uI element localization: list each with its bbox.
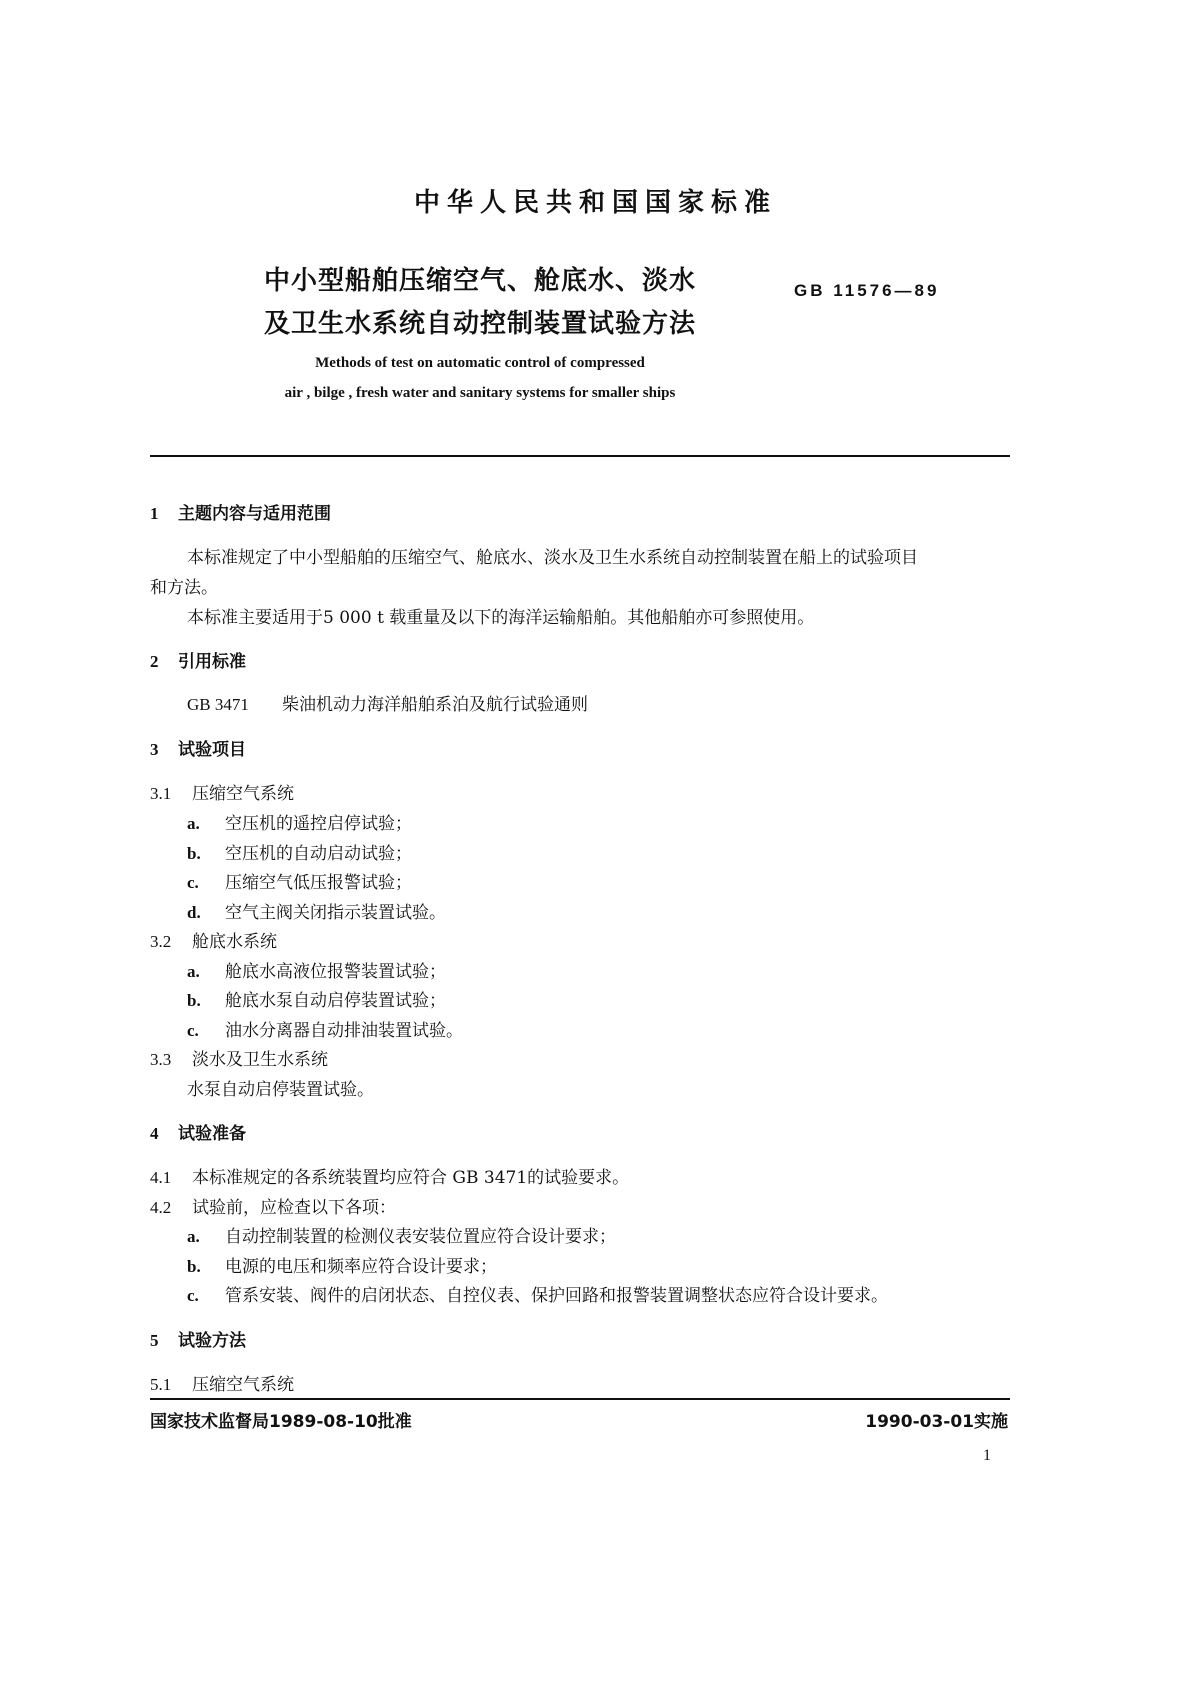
section-3-heading <box>150 735 246 760</box>
list-item: c. 油水分离器自动排油装置试验。 <box>187 1021 463 1041</box>
subsection-number: 3.2 <box>150 932 172 951</box>
list-item: a. 自动控制装置的检测仪表安装位置应符合设计要求； <box>187 1227 616 1247</box>
subsection-3-3-text: 水泵自动启停装置试验。 <box>187 1080 374 1100</box>
section-title: 主题内容与适用范围 <box>178 504 331 524</box>
subsection-3-1 <box>150 779 294 804</box>
document-title-line-2: 及卫生水系统自动控制装置试验方法 <box>263 309 696 339</box>
section-number: 1 <box>150 504 159 523</box>
section-5-heading <box>150 1326 246 1351</box>
subsection-5-1 <box>150 1370 294 1395</box>
national-standard-heading: 中华人民共和国国家标准 <box>413 188 777 218</box>
subsection-4-1 <box>150 1163 629 1188</box>
referenced-standard-code: GB 3471 <box>187 695 249 714</box>
section-title: 试验准备 <box>178 1124 246 1144</box>
section-1-paragraph-2: 本标准主要适用于5 000 t 载重量及以下的海洋运输船舶。其他船舶亦可参照使用。 <box>187 608 815 628</box>
list-item: a. 舱底水高液位报警装置试验； <box>187 962 446 982</box>
section-4-heading <box>150 1119 246 1144</box>
page-number: 1 <box>983 1447 991 1464</box>
document-title-line-1: 中小型船舶压缩空气、舱底水、淡水 <box>263 266 696 296</box>
list-item: c. 压缩空气低压报警试验； <box>187 873 412 893</box>
english-title-line-2: air , bilge , fresh water and sanitary systems for smaller ships <box>284 385 676 401</box>
list-item: c. 管系安装、阀件的启闭状态、自控仪表、保护回路和报警装置调整状态应符合设计要求。 <box>187 1286 888 1306</box>
subsection-number: 4.1 <box>150 1168 172 1187</box>
referenced-standard <box>187 690 588 715</box>
list-item: b. 空压机的自动启动试验； <box>187 844 412 864</box>
header-divider <box>150 455 1010 457</box>
section-title: 引用标准 <box>178 652 246 672</box>
subsection-text: 试验前，应检查以下各项： <box>192 1198 396 1218</box>
subsection-text: 本标准规定的各系统装置均应符合 GB 3471的试验要求。 <box>192 1168 630 1188</box>
referenced-standard-title: 柴油机动力海洋船舶系泊及航行试验通则 <box>282 695 588 715</box>
section-2-heading <box>150 647 246 672</box>
subsection-title: 压缩空气系统 <box>192 784 294 804</box>
subsection-number: 5.1 <box>150 1375 172 1394</box>
subsection-3-2 <box>150 927 277 952</box>
footer-divider <box>150 1398 1010 1400</box>
list-item: a. 空压机的遥控启停试验； <box>187 814 412 834</box>
section-number: 4 <box>150 1124 159 1143</box>
subsection-3-3 <box>150 1045 328 1070</box>
subsection-4-2 <box>150 1193 396 1218</box>
section-1-paragraph-1-cont: 和方法。 <box>150 578 218 598</box>
list-item: b. 电源的电压和频率应符合设计要求； <box>187 1257 497 1277</box>
subsection-title: 压缩空气系统 <box>192 1375 294 1395</box>
list-item: d. 空气主阀关闭指示装置试验。 <box>187 903 446 923</box>
section-number: 3 <box>150 740 159 759</box>
list-item: b. 舱底水泵自动启停装置试验； <box>187 991 446 1011</box>
approval-date: 国家技术监督局1989-08-10批准 <box>150 1412 412 1432</box>
section-1-heading <box>150 499 331 524</box>
section-number: 5 <box>150 1331 159 1350</box>
standard-code: GB 11576—89 <box>794 281 940 300</box>
subsection-number: 3.1 <box>150 784 172 803</box>
subsection-number: 4.2 <box>150 1198 172 1217</box>
section-title: 试验项目 <box>178 740 246 760</box>
section-title: 试验方法 <box>178 1331 246 1351</box>
section-number: 2 <box>150 652 159 671</box>
subsection-number: 3.3 <box>150 1050 172 1069</box>
subsection-title: 舱底水系统 <box>192 932 277 952</box>
effective-date: 1990-03-01实施 <box>865 1412 1008 1432</box>
section-1-paragraph-1: 本标准规定了中小型船舶的压缩空气、舱底水、淡水及卫生水系统自动控制装置在船上的试验项目 <box>187 548 918 568</box>
subsection-title: 淡水及卫生水系统 <box>192 1050 328 1070</box>
english-title-line-1: Methods of test on automatic control of compressed <box>315 355 645 371</box>
